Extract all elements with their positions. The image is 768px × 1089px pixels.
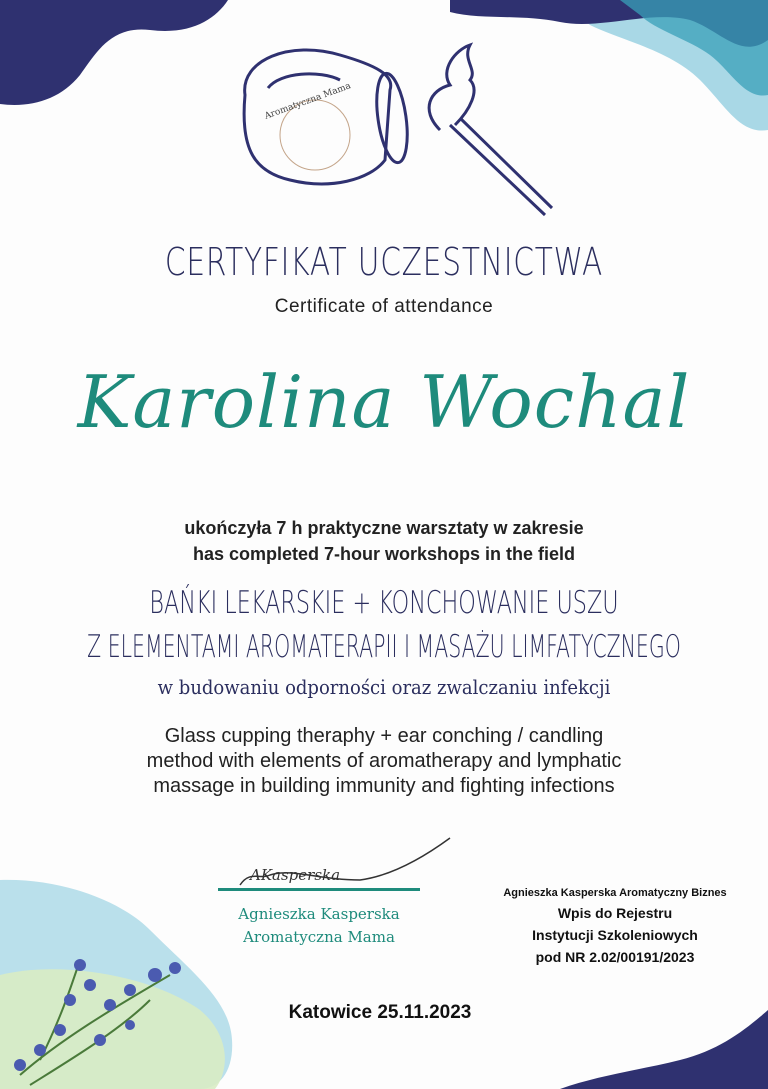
top-left-blob: [0, 0, 228, 105]
certificate-subtitle: Certificate of attendance: [274, 296, 494, 317]
registry-company: Agnieszka Kasperska Aromatyczny Biznes: [503, 887, 727, 899]
course-description-en: method with elements of aromatherapy and lymphatic: [146, 750, 622, 772]
course-description-en: massage in building immunity and fighting infections: [153, 775, 615, 797]
completion-line-en: has completed 7-hour workshops in the field: [192, 544, 576, 564]
course-description-en: Glass cupping theraphy + ear conching / candling: [164, 725, 604, 747]
recipient-name: Karolina Wochal: [77, 360, 691, 444]
completion-line-pl: ukończyła 7 h praktyczne warsztaty w zakresie: [184, 518, 584, 538]
ear-candle-icon: [429, 45, 552, 215]
certificate-title: CERTYFIKAT UCZESTNICTWA: [164, 240, 604, 284]
handwritten-signature: AKasperska: [250, 866, 341, 884]
bottom-right-blob: [560, 1010, 768, 1089]
logo-text: Aromatyczna Mama: [263, 81, 353, 122]
signatory-org: Aromatyczna Mama: [243, 928, 395, 946]
signatory-name: Agnieszka Kasperska: [238, 905, 400, 923]
course-title-line2: Z ELEMENTAMI AROMATERAPII I MASAŻU LIMFATYCZNEGO: [87, 629, 681, 665]
registry-line: Instytucji Szkoleniowych: [532, 927, 698, 943]
signature-line: [218, 888, 420, 891]
place-date: Katowice 25.11.2023: [288, 1002, 472, 1023]
registry-line: Wpis do Rejestru: [557, 905, 673, 921]
registry-number: pod NR 2.02/00191/2023: [535, 949, 695, 965]
course-title-line1: BAŃKI LEKARSKIE + KONCHOWANIE USZU: [149, 585, 619, 621]
course-subtitle-pl: w budowaniu odporności oraz zwalczaniu infekcji: [157, 675, 611, 699]
